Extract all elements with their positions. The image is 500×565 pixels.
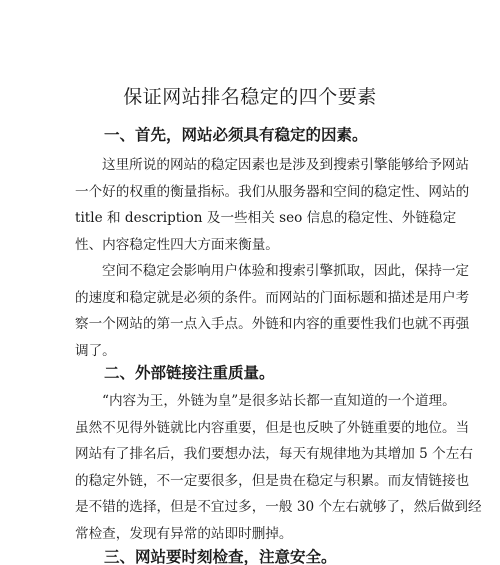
section-heading-3: 三、网站要时刻检查，注意安全。 — [104, 547, 337, 565]
paragraph-line: “内容为王，外链为皇”是很多站长都一直知道的一个道理。 — [102, 393, 456, 409]
paragraph-line: 调了。 — [75, 342, 116, 359]
document-title: 保证网站排名稳定的四个要素 — [123, 86, 377, 108]
paragraph-line: 空间不稳定会影响用户体验和搜索引擎抓取，因此，保持一定 — [102, 263, 470, 279]
paragraph-line: 一个好的权重的衡量指标。我们从服务器和空间的稳定性、网站的 — [75, 183, 470, 200]
section-heading-1: 一、首先，网站必须具有稳定的因素。 — [104, 125, 368, 144]
paragraph-line: 虽然不见得外链就比内容重要，但是也反映了外链重要的地位。当 — [75, 419, 470, 436]
paragraph-line: 是不错的选择，但是不宜过多，一般 30 个左右就够了，然后做到经 — [75, 499, 482, 515]
paragraph-line: 这里所说的网站的稳定因素也是涉及到搜索引擎能够给予网站 — [102, 157, 470, 173]
section-heading-2: 二、外部链接注重质量。 — [104, 363, 275, 382]
paragraph-line: 的稳定外链，不一定要很多，但是贵在稳定与积累。而友情链接也 — [75, 472, 470, 489]
paragraph-line: 性、内容稳定性四大方面来衡量。 — [75, 236, 279, 253]
section-1-paragraph-1 — [75, 152, 470, 258]
paragraph-line: 常检查，发现有异常的站即时删掉。 — [75, 525, 293, 542]
section-1-paragraph-2 — [75, 258, 470, 364]
section-2-paragraph-1 — [75, 388, 482, 547]
paragraph-line: 的速度和稳定就是必须的条件。而网站的门面标题和描述是用户考 — [75, 289, 470, 306]
paragraph-line: 网站有了排名后，我们要想办法，每天有规律地为其增加 5 个左右 — [75, 446, 473, 462]
paragraph-line: title 和 description 及一些相关 seo 信息的稳定性、外链稳定 — [75, 210, 457, 226]
paragraph-line: 察一个网站的第一点入手点。外链和内容的重要性我们也就不再强 — [75, 316, 470, 332]
